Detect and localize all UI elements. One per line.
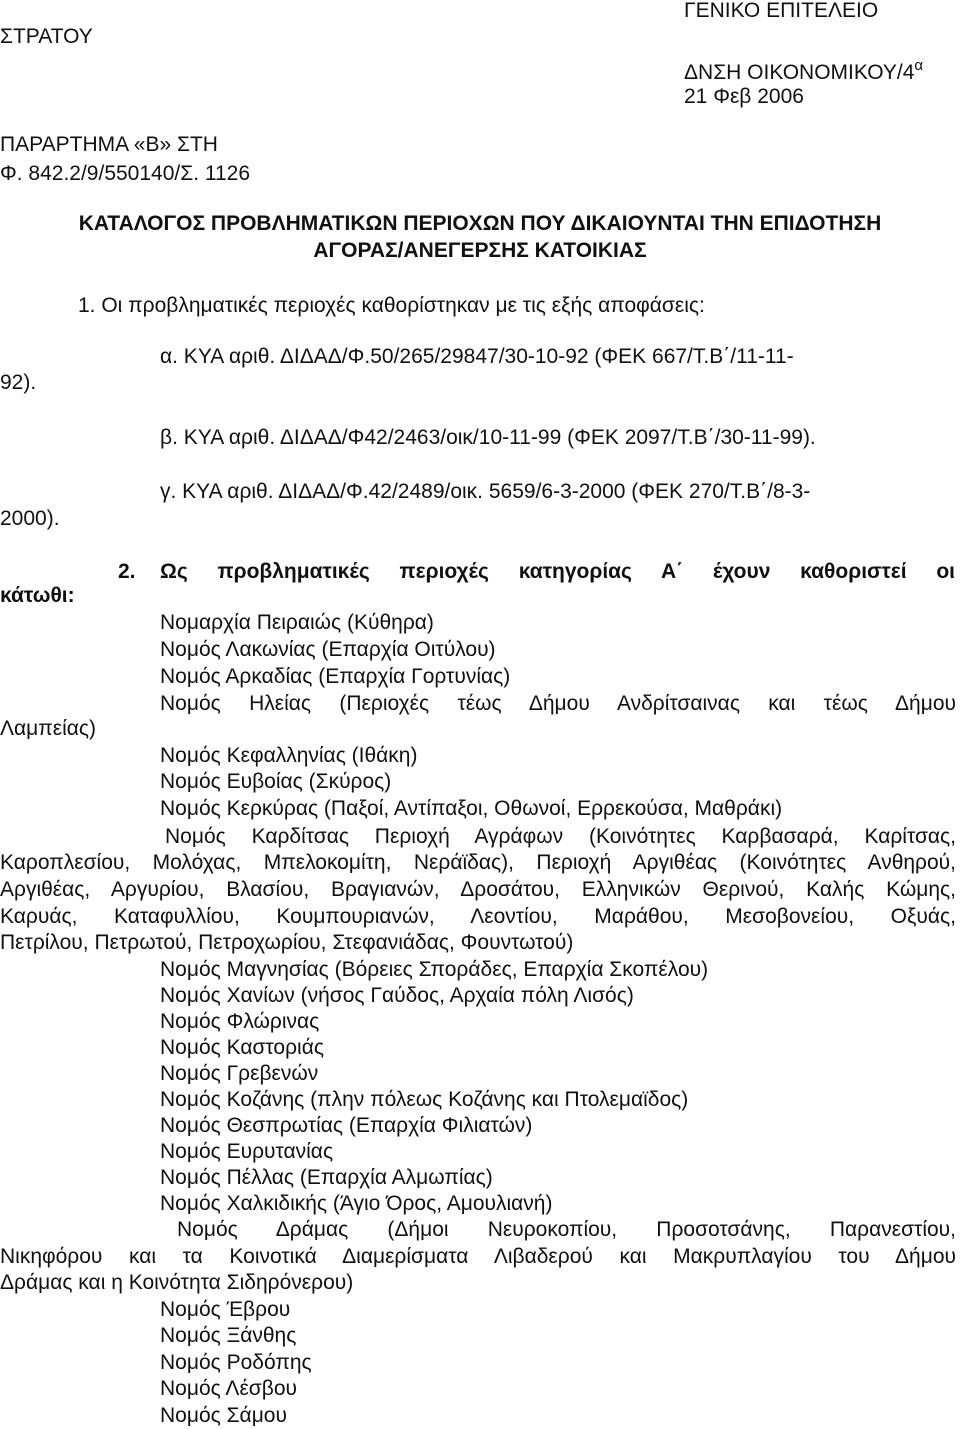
list-item: Νομός Κερκύρας (Παξοί, Αντίπαξοι, Οθωνοί, Ερρεκούσα, Μαθράκι) [160,797,783,820]
list-item: Νομός Κοζάνης (πλην πόλεως Κοζάνης και Πτολεμαϊδος) [160,1088,689,1111]
section-2-heading: Ως προβληματικές περιοχές κατηγορίας Α΄ έχουν καθοριστεί οι [160,560,955,583]
list-item: Νομός Γρεβενών [160,1062,319,1085]
list-item: Νομός Θεσπρωτίας (Επαρχία Φιλιατών) [160,1114,533,1137]
document-date: 21 Φεβ 2006 [684,85,804,108]
list-item: Νομός Φλώρινας [160,1010,320,1033]
section-2-number: 2. [118,560,136,583]
list-item: Νομός Λέσβου [160,1377,298,1400]
list-item-cont: Καρυάς, Καταφυλλίου, Κουμπουριανών, Λεοντίου, Μαράθου, Μεσοβονείου, Οξυάς, [0,905,956,928]
decision-c-cont: 2000). [0,507,60,530]
list-item: Νομός Αρκαδίας (Επαρχία Γορτυνίας) [160,665,511,688]
list-item: Νομός Έβρου [160,1298,291,1321]
list-item: Νομός Καστοριάς [160,1036,324,1059]
list-item: Νομός Λακωνίας (Επαρχία Οιτύλου) [160,638,496,661]
document-title-line-2: ΑΓΟΡΑΣ/ΑΝΕΓΕΡΣΗΣ ΚΑΤΟΙΚΙΑΣ [313,239,647,262]
section-2-heading-cont: κάτωθι: [0,584,75,607]
list-item: Νομός Δράμας (Δήμοι Νευροκοπίου, Προσοτσάνης, Παρανεστίου, [177,1218,956,1241]
document-title-line-1: ΚΑΤΑΛΟΓΟΣ ΠΡΟΒΛΗΜΑΤΙΚΩΝ ΠΕΡΙΟΧΩΝ ΠΟΥ ΔΙΚΑΙΟΥΝΤΑΙ ΤΗΝ ΕΠΙΔΟΤΗΣΗ [78,212,882,235]
decision-a-cont: 92). [0,371,37,394]
list-item-cont: Νικηφόρου και τα Κοινοτικά Διαμερίσματα Λιβαδερού και Μακρυπλαγίου του Δήμου [0,1245,956,1268]
list-item: Νομός Κεφαλληνίας (Ιθάκη) [160,744,418,767]
list-item-cont: Αργιθέας, Αργυρίου, Βλασίου, Βραγιανών, Δροσάτου, Ελληνικών Θερινού, Καλής Κώμης, [0,878,956,901]
list-item: Νομός Πέλλας (Επαρχία Αλμωπίας) [160,1166,493,1189]
decision-a: α. ΚΥΑ αριθ. ΔΙΔΑΔ/Φ.50/265/29847/30-10-92 (ΦΕΚ 667/Τ.Β΄/11-11- [160,345,794,368]
list-item-cont: Λαμπείας) [0,717,97,740]
list-item: Νομός Ροδόπης [160,1351,312,1374]
annex-reference: Φ. 842.2/9/550140/Σ. 1126 [0,162,251,185]
list-item: Νομός Ηλείας (Περιοχές τέως Δήμου Ανδρίτσαινας και τέως Δήμου [160,692,956,715]
list-item: Νομός Ξάνθης [160,1324,297,1347]
list-item: Νομός Χανίων (νήσος Γαύδος, Αρχαία πόλη Λισός) [160,984,634,1007]
staff-name: ΓΕΝΙΚΟ ΕΠΙΤΕΛΕΙΟ [684,0,879,22]
list-item-cont: Πετρίλου, Πετρωτού, Πετροχωρίου, Στεφανιάδας, Φουντωτού) [0,931,574,954]
list-item: Νομός Σάμου [160,1404,287,1427]
decision-b: β. ΚΥΑ αριθ. ΔΙΔΑΔ/Φ42/2463/οικ/10-11-99 (ΦΕΚ 2097/Τ.Β΄/30-11-99). [160,426,816,449]
list-item: Νομός Χαλκιδικής (Άγιο Όρος, Αμουλιανή) [160,1192,553,1215]
list-item: Νομός Καρδίτσας Περιοχή Αγράφων (Κοινότητες Καρβασαρά, Καρίτσας, [165,825,956,848]
list-item: Νομός Ευβοίας (Σκύρος) [160,770,392,793]
department-text: ΔΝΣΗ ΟΙΚΟΝΟΜΙΚΟΥ/4 [684,61,915,84]
section-1-intro: 1. Οι προβληματικές περιοχές καθορίστηκαν με τις εξής αποφάσεις: [78,294,705,317]
department-name [684,58,923,83]
list-item: Νομός Μαγνησίας (Βόρειες Σποράδες, Επαρχία Σκοπέλου) [160,958,709,981]
list-item-cont: Καροπλεσίου, Μολόχας, Μπελοκομίτη, Νεράϊδας), Περιοχή Αργιθέας (Κοινότητες Ανθηρού, [0,851,956,874]
list-item-cont: Δράμας και η Κοινότητα Σιδηρόνερου) [0,1271,354,1294]
list-item: Νομαρχία Πειραιώς (Κύθηρα) [160,611,434,634]
department-superscript: α [914,57,924,74]
list-item: Νομός Ευρυτανίας [160,1140,334,1163]
decision-c: γ. ΚΥΑ αριθ. ΔΙΔΑΔ/Φ.42/2489/οικ. 5659/6-3-2000 (ΦΕΚ 270/Τ.Β΄/8-3- [160,480,811,503]
annex-label: ΠΑΡΑΡΤΗΜΑ «Β» ΣΤΗ [0,133,218,156]
service-name: ΣΤΡΑΤΟΥ [0,25,93,48]
